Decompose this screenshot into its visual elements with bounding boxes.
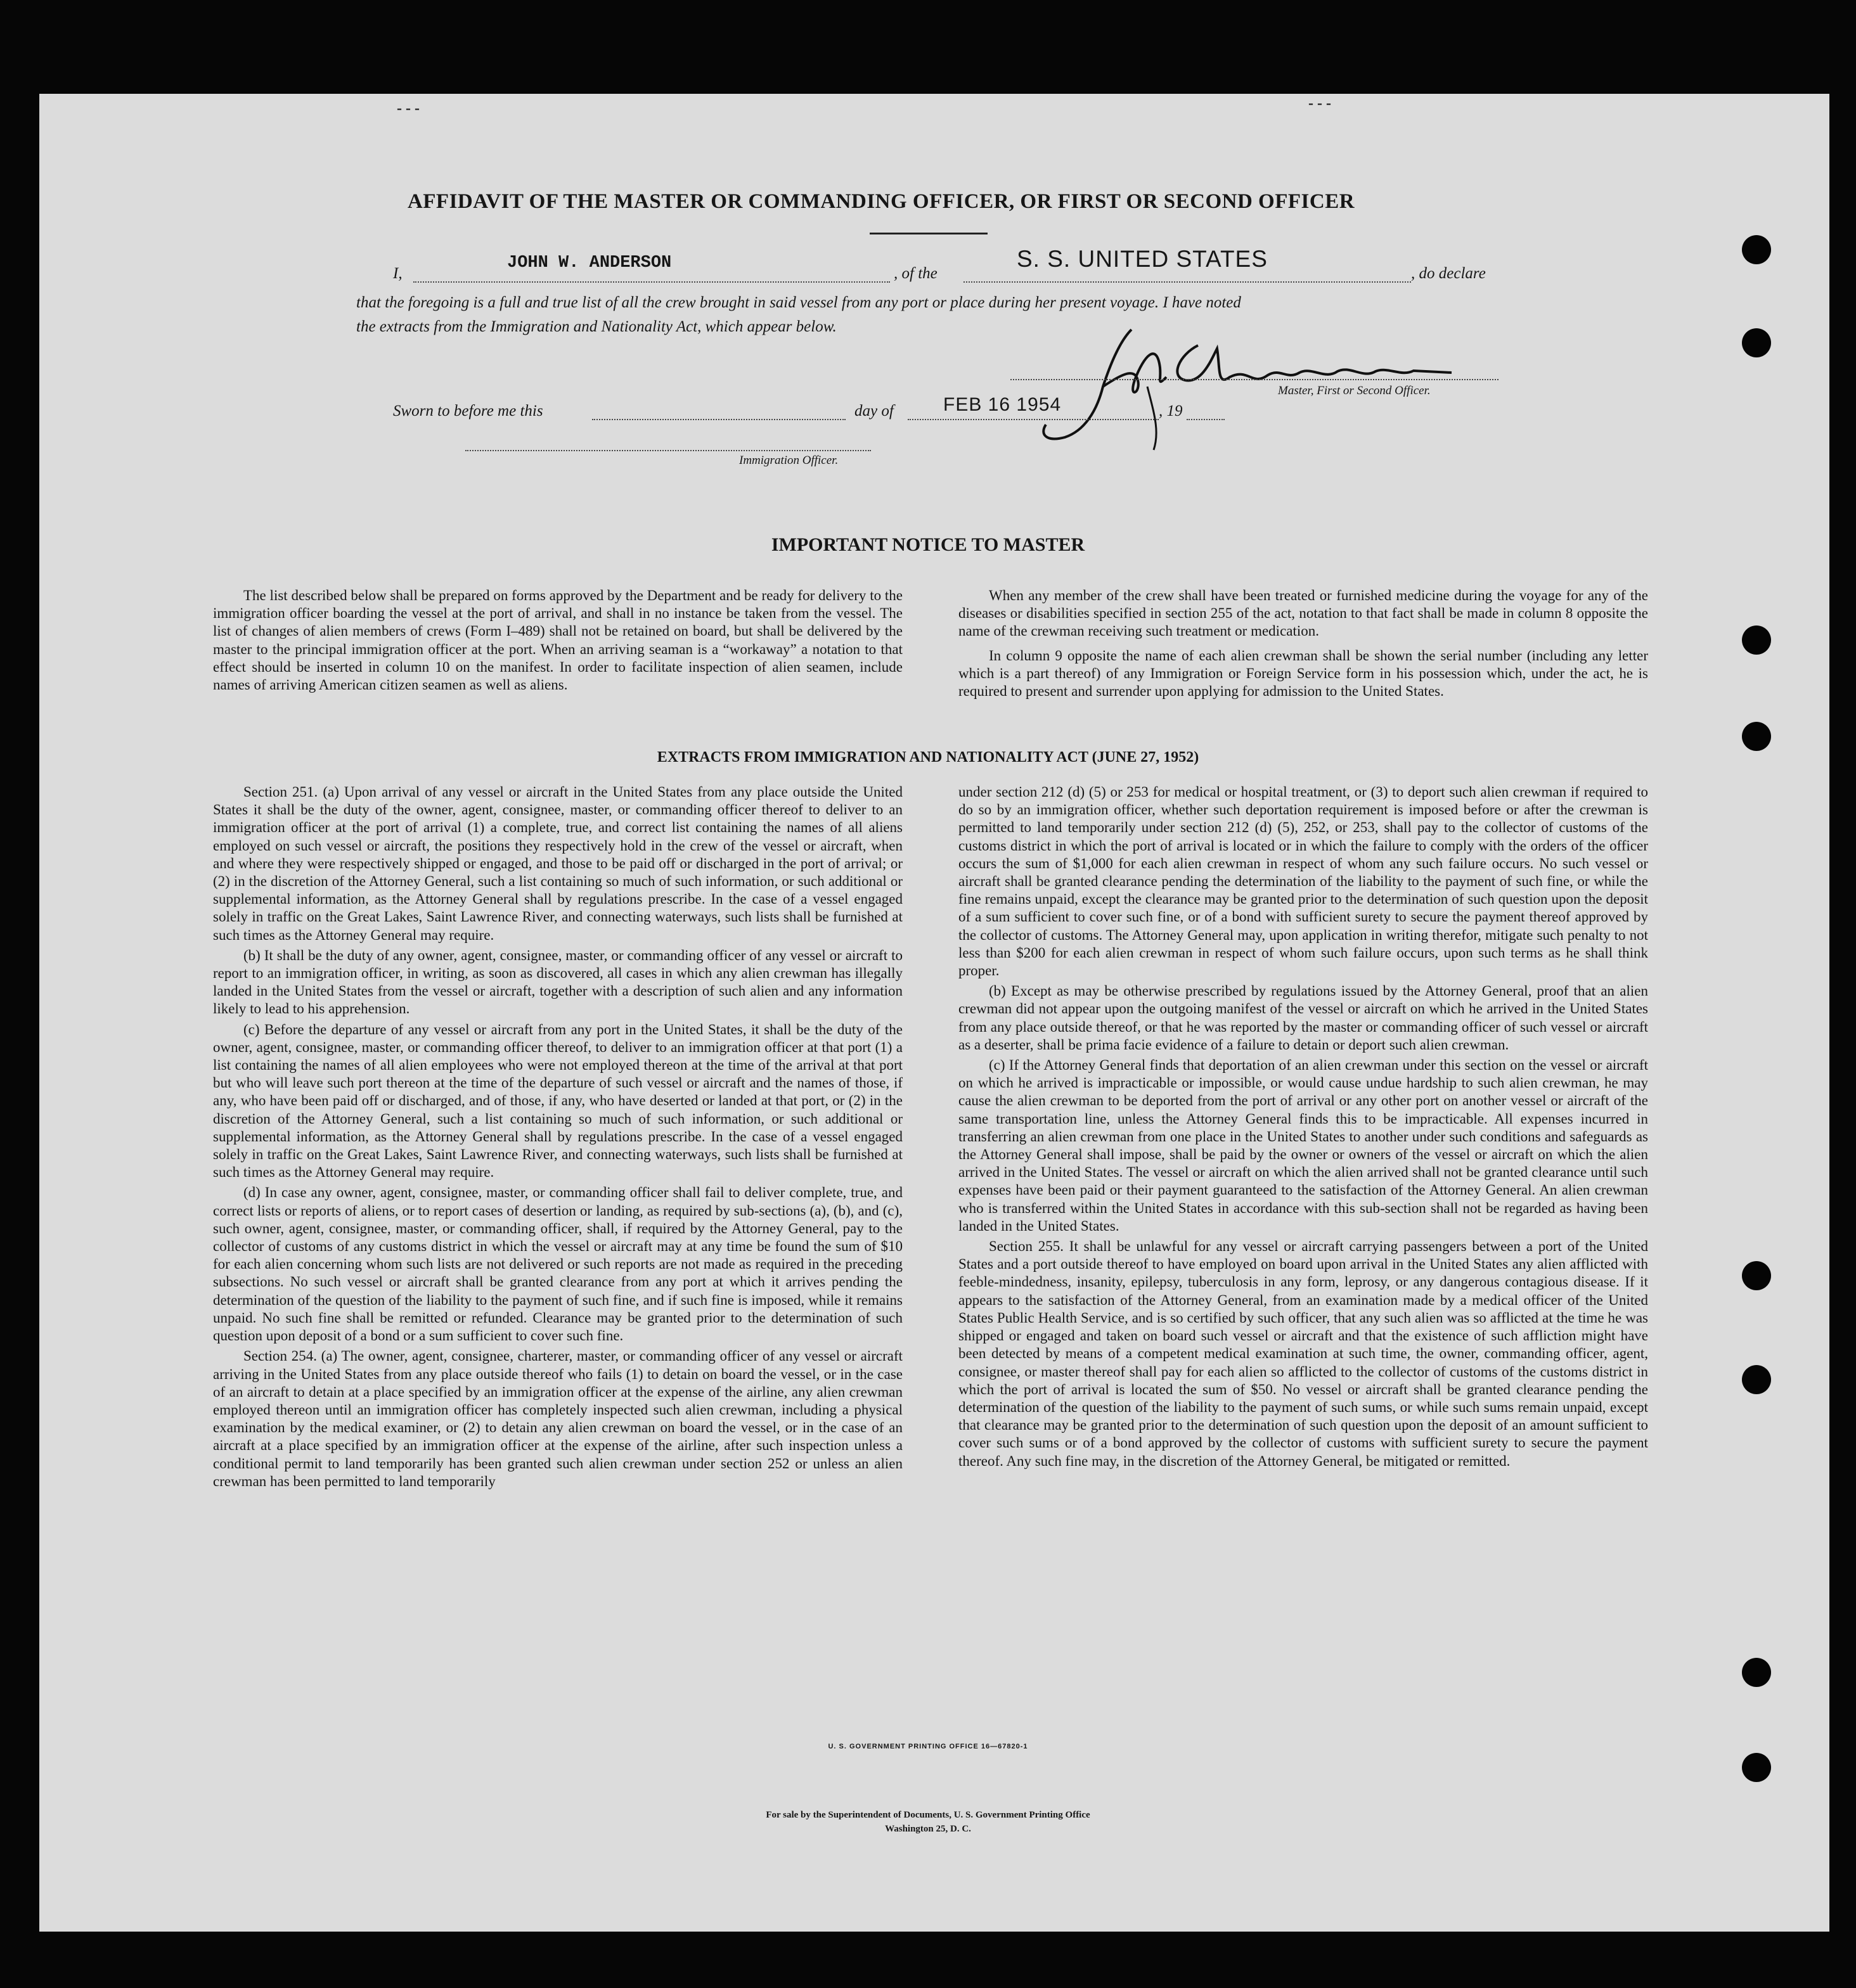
declaration-statement-line2: the extracts from the Immigration and Nationality Act, which appear below. <box>356 318 837 335</box>
notice-left-column <box>213 587 903 696</box>
immigration-officer-caption: Immigration Officer. <box>739 454 839 467</box>
sworn-day-line <box>592 400 846 420</box>
punch-hole <box>1742 1753 1771 1782</box>
sale-line-1: For sale by the Superintendent of Documents, U. S. Government Printing Office <box>766 1810 1090 1820</box>
of-the-label: , of the <box>894 265 938 282</box>
signature-line <box>1010 366 1498 380</box>
scan-mark: - - - <box>1308 95 1331 112</box>
declaration-statement-line1: that the foregoing is a full and true list of all the crew brought in said vessel from any port or place during her present voyage. I have noted <box>356 294 1241 311</box>
affidavit-title: AFFIDAVIT OF THE MASTER OR COMMANDING OFFICER, OR FIRST OR SECOND OFFICER <box>407 190 1355 213</box>
extract-paragraph: (c) If the Attorney General finds that deportation of an alien crewman under this section on the vessel or aircraft on which he arrived is impracticable or impossible, or would cause undue hardship to such alien crewman, he may cause the alien crewman to be deported from the port of arrival or any other port on another vessel or aircraft of the same transportation line, unless the Attorney General finds this to be impracticable. All expenses incurred in transferring an alien crewman from one place in the United States to another under such conditions and safeguards as the Attorney General shall impose, shall be paid by the owner or owners of the vessel or aircraft on which the alien arrived in the United States. The vessel or aircraft on which the alien arrived shall not be granted clearance until such expenses have been paid or their payment guaranteed to the satisfaction of the Attorney General. An alien crewman who is transferred within the United States in accordance with this sub-section shall not be regarded as having been landed in the United States. <box>958 1057 1648 1234</box>
title-rule <box>870 233 988 234</box>
extract-paragraph: (b) It shall be the duty of any owner, agent, consignee, master, or commanding officer of any vessel or aircraft to report to an immigration officer, in writing, as soon as discovered, all cases in which any alien crewman has illegally landed in the United States from the vessel or aircraft, together with a description of such alien and any information likely to lead to his apprehension. <box>213 947 903 1017</box>
notice-right-paragraph: In column 9 opposite the name of each alien crewman shall be shown the serial number (including any letter which is a part thereof) of any Immigration or Foreign Service form in his possession which, under the act, he is required to present and surrender upon applying for admission to the United States. <box>958 647 1648 700</box>
declare-label: , do declare <box>1411 265 1486 282</box>
master-name: JOHN W. ANDERSON <box>507 253 672 273</box>
punch-hole <box>1742 328 1771 357</box>
punch-hole <box>1742 1365 1771 1394</box>
scan-mark: - - - <box>397 100 420 117</box>
extracts-right-column <box>958 783 1648 1473</box>
immigration-officer-line <box>465 437 871 451</box>
notice-right-paragraph: When any member of the crew shall have been treated or furnished medicine during the voyage for any of the diseases or disabilities specified in section 255 of the act, notation to that fact shall be made in column 8 opposite the name of the crewman receiving such treatment or medication. <box>958 587 1648 639</box>
year-label: , 19 <box>1159 402 1183 420</box>
signature-caption: Master, First or Second Officer. <box>1278 384 1431 397</box>
notice-left-paragraph: The list described below shall be prepared on forms approved by the Department and be ready for delivery to the immigration officer boarding the vessel at the port of arrival, and shall in no instance be taken from the vessel. The list of changes of alien members of crews (Form I–489) shall not be retained on board, but shall be delivered by the master to the principal immigration officer at the port. When an arriving seaman is a “workaway” a notation to that effect should be inserted in column 10 on the manifest. In order to facilitate inspection of alien seamen, include names of arriving American citizen seamen as well as aliens. <box>213 587 903 693</box>
sworn-label: Sworn to before me this <box>393 402 543 420</box>
punch-hole <box>1742 625 1771 655</box>
extract-paragraph: Section 254. (a) The owner, agent, consignee, charterer, master, or commanding officer of any vessel or aircraft arriving in the United States from any place outside thereof who fails (1) to detain on board the vessel, or in the case of an aircraft to detain at a place specified by an immigration officer at the expense of the airline, any alien crewman employed thereon until an immigration officer has completely inspected such alien crewman, including a physical examination by the medical examiner, or (2) to detain any alien crewman on board the vessel, or in the case of an aircraft at a place specified by an immigration officer at the expense of the airline, after such inspection unless a conditional permit to land temporarily has been granted such alien crewman under section 252 or unless an alien crewman has been permitted to land temporarily <box>213 1348 903 1489</box>
i-label: I, <box>393 265 403 282</box>
extract-paragraph: Section 251. (a) Upon arrival of any vessel or aircraft in the United States from any place outside the United States it shall be the duty of the owner, agent, consignee, master, or commanding officer thereof to deliver to an immigration officer at the port of arrival (1) a complete, true, and correct list containing the names of all aliens employed on such vessel or aircraft, the positions they respectively hold in the crew of the vessel or aircraft, when and where they were respectively shipped or engaged, and those to be paid off or discharged in the port of arrival; or (2) in the discretion of the Attorney General, such a list containing so much of such information, or such additional or supplemental information, as the Attorney General shall by regulations prescribe. In the case of a vessel engaged solely in traffic on the Great Lakes, Saint Lawrence River, and connecting waterways, such lists shall be furnished at such times as the Attorney General may require. <box>213 784 903 943</box>
punch-hole <box>1742 1658 1771 1687</box>
vessel-name: S. S. UNITED STATES <box>1017 246 1268 272</box>
punch-hole <box>1742 235 1771 264</box>
sale-line-2: Washington 25, D. C. <box>885 1824 971 1834</box>
extract-paragraph: (d) In case any owner, agent, consignee, master, or commanding officer shall fail to deliver complete, true, and correct lists or reports of aliens, or to report cases of desertion or landing, as required by sub-sections (a), (b), and (c), such owner, agent, consignee, master, or commanding officer, shall, if required by the Attorney General, pay to the collector of customs of any customs district in which the vessel or aircraft may at any time be found the sum of $10 for each alien concerning whom such lists are not delivered or such reports are not made as required in the preceding subsections. No such vessel or aircraft shall be granted clearance from any port at which it arrives pending the determination of the question of the liability to the payment of such fine, and if such fine is imposed, while it remains unpaid. No such fine shall be remitted or refunded. Clearance may be granted prior to the determination of such question upon deposit of a bond or a sum sufficient to cover such fine. <box>213 1184 903 1344</box>
extract-paragraph: (b) Except as may be otherwise prescribed by regulations issued by the Attorney General, proof that an alien crewman did not appear upon the outgoing manifest of the vessel or aircraft on which he arrived in the United States from any place outside thereof, or that he was reported by the master or commanding officer of such vessel or aircraft as a deserter, shall be prima facie evidence of a failure to detain or deport such alien crewman. <box>958 983 1648 1053</box>
notice-right-column <box>958 587 1648 703</box>
extracts-heading: EXTRACTS FROM IMMIGRATION AND NATIONALITY ACT (JUNE 27, 1952) <box>657 749 1199 766</box>
punch-hole <box>1742 1261 1771 1290</box>
day-of-label: day of <box>854 402 894 420</box>
sworn-date-stamp: FEB 16 1954 <box>943 394 1062 415</box>
sworn-year-line <box>1187 400 1225 420</box>
extract-paragraph: under section 212 (d) (5) or 253 for medical or hospital treatment, or (3) to deport such alien crewman if required to do so by an immigration officer, whether such deportation requirement is imposed before or after the crewman is permitted to land temporarily under section 212 (d) (5), 252, or 253, shall pay to the collector of customs of the customs district in which the port of arrival is located or in which the failure to comply with the orders of the officer occurs the sum of $1,000 for each alien crewman in respect of whom any such failure occurs. No such vessel or aircraft shall be granted clearance pending the determination of the liability to the payment of such fine, or while the fine remains unpaid, except the clearance may be granted prior to the determination of such question upon the deposit of a sum sufficient to cover such fine, or of a bond with sufficient surety to secure the payment thereof approved by the collector of customs. The Attorney General may, upon application in writing therefor, mitigate such penalty to not less than $200 for each alien crewman in respect of whom such failure occurs, upon such terms as he shall think proper. <box>958 784 1648 979</box>
notice-heading: IMPORTANT NOTICE TO MASTER <box>771 534 1085 555</box>
punch-hole <box>1742 722 1771 751</box>
extract-paragraph: (c) Before the departure of any vessel or aircraft from any port in the United States, it shall be the duty of the owner, agent, consignee, master, or commanding officer thereof, to deliver to an immigration officer at that port (1) a list containing the names of all alien employees who were not employed thereon at the time of the arrival at that port but who will leave such port thereon at the time of the departure of such vessel or aircraft and the names of those, if any, who have been paid off or discharged, and of those, if any, who have deserted or landed at that port, or (2) in the discretion of the Attorney General, such a list containing so much of such information, or such additional or supplemental information, as the Attorney General shall by regulations prescribe. In the case of a vessel engaged solely in traffic on the Great Lakes, Saint Lawrence River, and connecting waterways, such lists shall be furnished at such times as the Attorney General may require. <box>213 1021 903 1181</box>
printing-office-line: U. S. GOVERNMENT PRINTING OFFICE 16—67820-1 <box>828 1743 1028 1750</box>
extract-paragraph: Section 255. It shall be unlawful for any vessel or aircraft carrying passengers between a port of the United States and a port outside thereof to have employed on board upon arrival in the United States any alien afflicted with feeble-mindedness, insanity, epilepsy, tuberculosis in any form, leprosy, or any dangerous contagious disease. If it appears to the satisfaction of the Attorney General, from an examination made by a medical officer of the United States Public Health Service, and is so certified by such officer, that any such alien was so afflicted at the time he was shipped or engaged and taken on board such vessel or aircraft and that the existence of such affliction might have been detected by means of a competent medical examination at such time, the owner, commanding officer, agent, consignee, or master thereof shall pay for each alien so afflicted to the collector of customs of the customs district in which the port of arrival is located the sum of $50. No vessel or aircraft shall be granted clearance pending the determination of the question of the liability to the payment of such sums, or while such sums remain unpaid, except that clearance may be granted prior to the determination of such question upon the deposit of an amount sufficient to cover such sums or of a bond approved by the collector of customs with sufficient surety to secure the payment thereof. Any such fine may, in the discretion of the Attorney General, be mitigated or remitted. <box>958 1238 1648 1469</box>
extracts-left-column <box>213 783 903 1493</box>
